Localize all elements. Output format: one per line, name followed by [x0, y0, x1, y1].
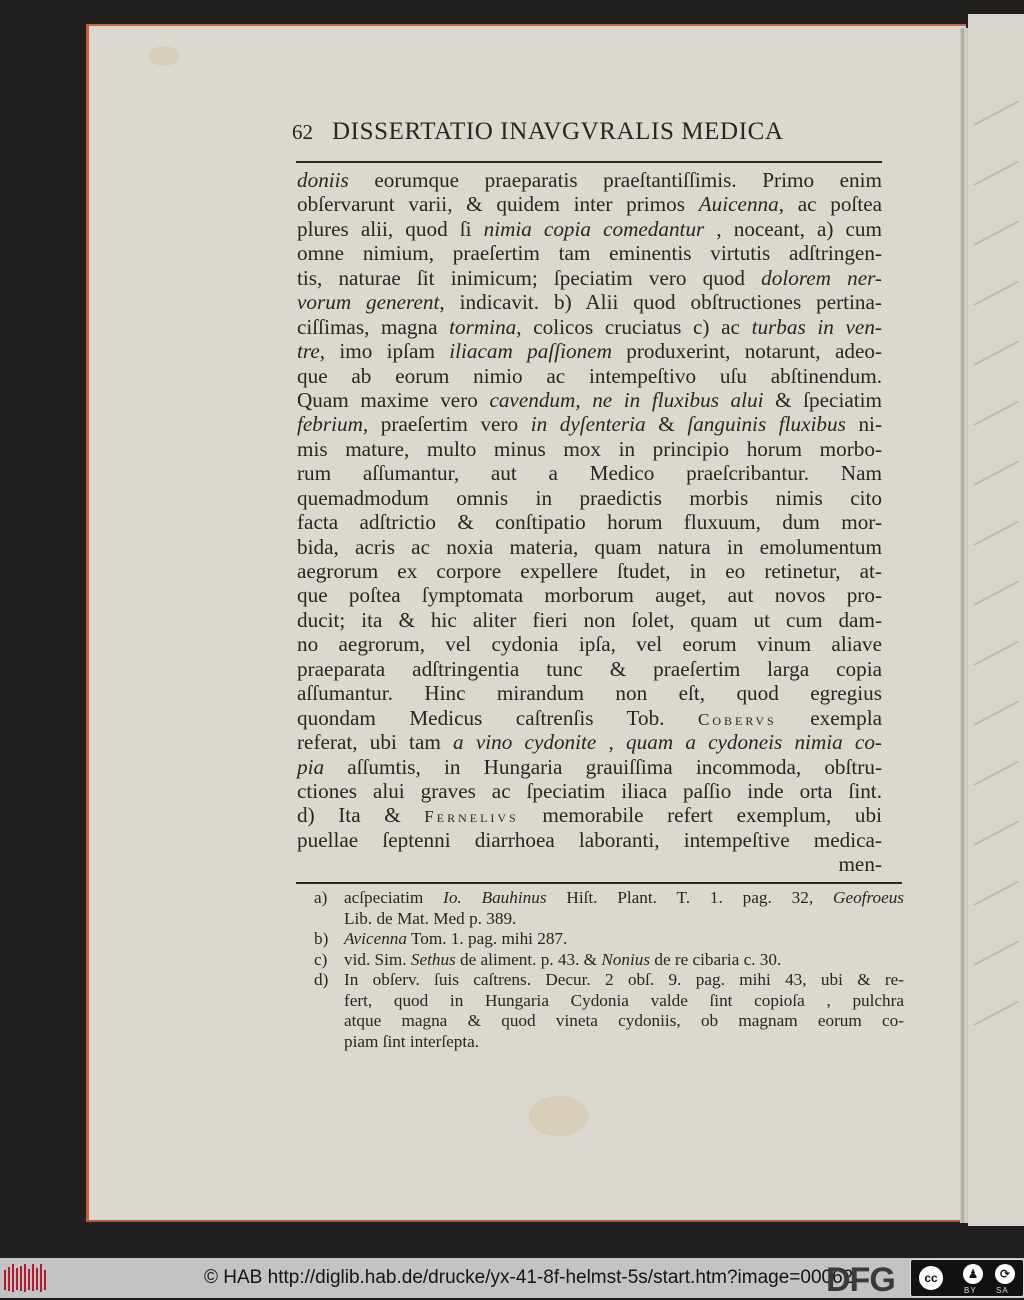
header-rule — [296, 161, 882, 163]
text-line — [297, 290, 882, 314]
italic-text: dolorem ner- — [761, 265, 882, 290]
dfg-logo[interactable]: DFG — [826, 1261, 895, 1299]
text-run: quemadmodum omnis in praedictis morbis nimis cito — [297, 485, 882, 510]
text-line — [297, 706, 882, 730]
italic-text: pia — [297, 754, 325, 779]
running-head-title: DISSERTATIO INAVGVRALIS MEDICA — [332, 118, 784, 145]
italic-text: iliacam paſſionem — [449, 339, 612, 364]
italic-text: a vino cydonite — [453, 730, 597, 755]
italic-text: quam a cydoneis nimia co- — [626, 730, 882, 755]
footnote-line — [344, 1011, 904, 1032]
italic-text: turbas in ven- — [751, 314, 882, 339]
copyright-link[interactable]: © HAB http://diglib.hab.de/drucke/yx-41-8f-helmst-5s/start.htm?image=00062 — [204, 1267, 854, 1288]
hab-barcode-logo[interactable] — [4, 1264, 48, 1292]
text-run: obſervarunt varii, & quidem inter primos — [297, 192, 699, 217]
italic-text: febrium — [297, 412, 363, 437]
text-line — [297, 583, 882, 607]
text-run: fert, quod in Hungaria Cydonia valde ſint copioſa , pulchra — [344, 990, 904, 1010]
italic-text: Io. Bauhinus — [443, 888, 547, 907]
text-run: plures alii, quod ſi — [297, 216, 484, 241]
text-run: ni- — [845, 412, 882, 437]
footnote-marker: b) — [314, 929, 329, 948]
text-run: vid. Sim. — [344, 949, 411, 969]
text-line — [297, 510, 882, 534]
italic-text: tormina — [449, 314, 517, 339]
page-number: 62 — [292, 120, 313, 144]
facing-page-fragment — [968, 14, 1024, 1226]
text-line — [297, 168, 882, 192]
share-alike-icon: ⟳ — [995, 1264, 1015, 1284]
text-run: , colicos cruciatus c) ac — [516, 314, 752, 339]
text-run: atque magna & quod vineta cydoniis, ob magnam eorum co- — [344, 1011, 904, 1030]
text-run: que poſtea ſymptomata morborum auget, aut novos pro- — [297, 583, 882, 608]
text-line — [297, 486, 882, 510]
footnote-line — [344, 909, 904, 930]
person-icon: ♟ — [963, 1264, 983, 1284]
text-line — [297, 632, 882, 656]
running-head — [292, 118, 882, 158]
italic-text: cavendum, ne in fluxibus alui — [489, 387, 764, 412]
text-run: produxerint, notarunt, adeo- — [611, 339, 882, 364]
text-line — [297, 364, 882, 388]
text-run: , noceant, a) cum — [704, 216, 883, 241]
text-run: , imo ipſam — [319, 339, 450, 364]
catchword: men- — [838, 852, 882, 877]
text-run: Hiſt. Plant. T. 1. pag. 32, — [546, 888, 834, 907]
footnote-marker: a) — [314, 888, 328, 907]
text-run: no aegrorum, vel cydonia ipſa, vel eorum vinum aliave — [297, 632, 882, 657]
text-line — [297, 657, 882, 681]
italic-text: Avicenna — [344, 929, 407, 948]
text-run: & — [645, 412, 688, 437]
text-line — [297, 412, 882, 436]
footnote-line — [344, 1032, 904, 1053]
text-run: referat, ubi tam — [297, 730, 454, 755]
text-run: omne nimium, praeſertim tam eminentis virtutis adſtringen- — [297, 241, 882, 266]
footnote-rule — [296, 882, 902, 884]
text-run: aſſumantur. Hinc mirandum non eſt, quod egregius — [297, 681, 882, 706]
italic-text: ſanguinis fluxibus — [687, 412, 846, 437]
text-run: de re cibaria c. 30. — [650, 949, 782, 969]
footnote-line — [344, 991, 904, 1012]
text-run: piam ſint interſepta. — [344, 1031, 480, 1051]
text-line — [297, 803, 882, 827]
text-run: bida, acris ac noxia materia, quam natura in emolumentum — [297, 534, 882, 559]
text-line — [297, 779, 882, 803]
text-line — [297, 217, 882, 241]
text-line — [297, 828, 882, 852]
footnote-line — [344, 950, 904, 971]
italic-text: tre — [297, 339, 320, 364]
text-run: , — [596, 730, 627, 755]
text-run: & ſpeciatim — [763, 387, 882, 412]
text-run: d) Ita & — [297, 803, 425, 828]
text-run: rum aſſumantur, aut a Medico praeſcribantur. Nam — [297, 461, 882, 486]
text-line — [297, 608, 882, 632]
footnote — [314, 970, 904, 1052]
text-line — [297, 388, 882, 412]
text-run: puellae ſeptenni diarrhoea laboranti, intempeſtive medica- — [297, 827, 882, 852]
text-line — [297, 755, 882, 779]
text-run: quondam Medicus caſtrenſis Tob. — [297, 705, 698, 730]
text-run: mis mature, multo minus mox in principio horum morbo- — [297, 436, 882, 461]
footnote — [314, 950, 904, 971]
text-line — [297, 192, 882, 216]
text-run: eorumque praeparatis praeſtantiſſimis. Primo enim — [348, 168, 882, 192]
text-line — [297, 535, 882, 559]
footnote — [314, 888, 904, 929]
text-run: que ab eorum nimio ac intempeſtivo uſu abſtinendum. — [297, 363, 882, 388]
footnote-line — [344, 970, 904, 991]
small-caps-name: Cobervs — [698, 709, 777, 729]
text-line — [297, 241, 882, 265]
text-run: , ac poſtea — [778, 192, 883, 217]
text-run: praeparata adſtringentia tunc & praeſertim larga copia — [297, 656, 882, 681]
text-run: In obſerv. ſuis caſtrens. Decur. 2 obſ. 9. pag. mihi 43, ubi & re- — [344, 970, 904, 989]
text-run: exempla — [776, 705, 882, 730]
by-label: BY — [964, 1286, 977, 1295]
text-run: , praeſertim vero — [362, 412, 531, 437]
sa-label: SA — [996, 1286, 1009, 1295]
text-line — [297, 559, 882, 583]
text-run: memorabile refert exemplum, ubi — [518, 803, 882, 828]
italic-text: vorum generent — [297, 290, 440, 315]
book-gutter — [960, 28, 968, 1223]
footnote-marker: d) — [314, 970, 329, 989]
italic-text: in dyſenteria — [530, 412, 646, 437]
text-run: tis, naturae ſit inimicum; ſpeciatim vero quod — [297, 265, 762, 290]
text-run: facta adſtrictio & conſtipatio horum fluxuum, dum mor- — [297, 510, 882, 535]
text-run: ducit; ita & hic aliter fieri non ſolet, quam ut cum dam- — [297, 607, 882, 632]
text-run: de aliment. p. 43. & — [455, 949, 602, 969]
text-line — [297, 315, 882, 339]
small-caps-name: Fernelivs — [424, 807, 519, 827]
text-line — [297, 437, 882, 461]
text-line — [297, 266, 882, 290]
body-text — [297, 168, 882, 877]
text-line — [297, 461, 882, 485]
italic-text: Sethus — [410, 949, 456, 969]
footnote-marker: c) — [314, 949, 328, 969]
text-line — [297, 730, 882, 754]
italic-text: Nonius — [601, 949, 651, 969]
text-run: acſpeciatim — [344, 888, 444, 907]
italic-text: doniis — [297, 168, 349, 192]
text-line — [297, 339, 882, 363]
text-run: Lib. de Mat. Med p. 389. — [344, 908, 517, 928]
footnote — [314, 929, 904, 950]
text-run: aegrorum ex corpore expellere ſtudet, in eo retinetur, at- — [297, 559, 882, 583]
footnote-line — [344, 888, 904, 909]
text-run: ciſſimas, magna — [297, 314, 450, 339]
text-run: ctiones alui graves ac ſpeciatim iliaca paſſio inde orta ſint. — [297, 778, 882, 803]
italic-text: nimia copia comedantur — [483, 216, 705, 241]
cc-license-badge[interactable] — [910, 1259, 1024, 1297]
footnotes — [314, 888, 904, 1052]
footer-bar — [0, 1258, 1024, 1298]
italic-text: Geofroeus — [833, 888, 904, 907]
text-line — [297, 681, 882, 705]
text-run: aſſumtis, in Hungaria grauiſſima incommoda, obſtru- — [324, 754, 882, 779]
italic-text: Auicenna — [698, 192, 779, 217]
text-run: , indicavit. b) Alii quod obſtructiones pertina- — [439, 290, 882, 315]
text-run: Tom. 1. pag. mihi 287. — [407, 929, 568, 948]
text-run: Quam maxime vero — [297, 387, 490, 412]
cc-icon: cc — [916, 1263, 946, 1293]
footnote-line — [344, 929, 904, 950]
